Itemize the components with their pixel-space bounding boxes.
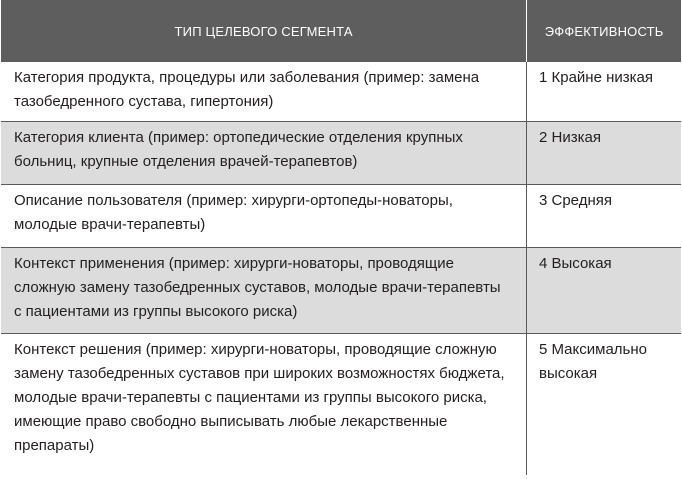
table-row — [1, 248, 681, 334]
effectiveness-rating: 4 Высокая — [539, 255, 612, 272]
table-row — [1, 62, 681, 122]
table-row — [1, 122, 681, 185]
segment-effectiveness-table — [1, 0, 681, 475]
table-header — [1, 0, 681, 62]
segment-description: Контекст применения (пример: хирурги-новаторы, проводящие сложную замену тазобедренных суставов, молодые врачи-терапевты с пациентами из группы высокого риска) — [1, 248, 527, 333]
segment-description: Описание пользователя (пример: хирурги-ортопеды-новаторы, молодые врачи-терапевты) — [1, 185, 527, 247]
table-row — [1, 185, 681, 248]
header-effectiveness: ЭФФЕКТИВНОСТЬ — [544, 23, 664, 39]
table-row — [1, 334, 681, 475]
segment-description: Категория клиента (пример: ортопедические отделения крупных больниц, крупные отделения врачей-терапевтов) — [1, 122, 527, 184]
effectiveness-rating: 5 Максимально высокая — [539, 341, 647, 382]
effectiveness-rating: 3 Средняя — [539, 192, 612, 209]
effectiveness-rating: 2 Низкая — [539, 129, 601, 146]
segment-description: Контекст решения (пример: хирурги-новаторы, проводящие сложную замену тазобедренных суставов при широких возможностях бюджета, молодые врачи-терапевты с пациентами из группы высокого риска, имеющие право свободно выписывать любые лекарственные препараты) — [1, 334, 527, 475]
segment-description: Категория продукта, процедуры или заболевания (пример: замена тазобедренного сустава, гипертония) — [1, 62, 527, 121]
header-segment-type: ТИП ЦЕЛЕВОГО СЕГМЕНТА — [1, 0, 527, 62]
effectiveness-rating: 1 Крайне низкая — [539, 69, 654, 86]
